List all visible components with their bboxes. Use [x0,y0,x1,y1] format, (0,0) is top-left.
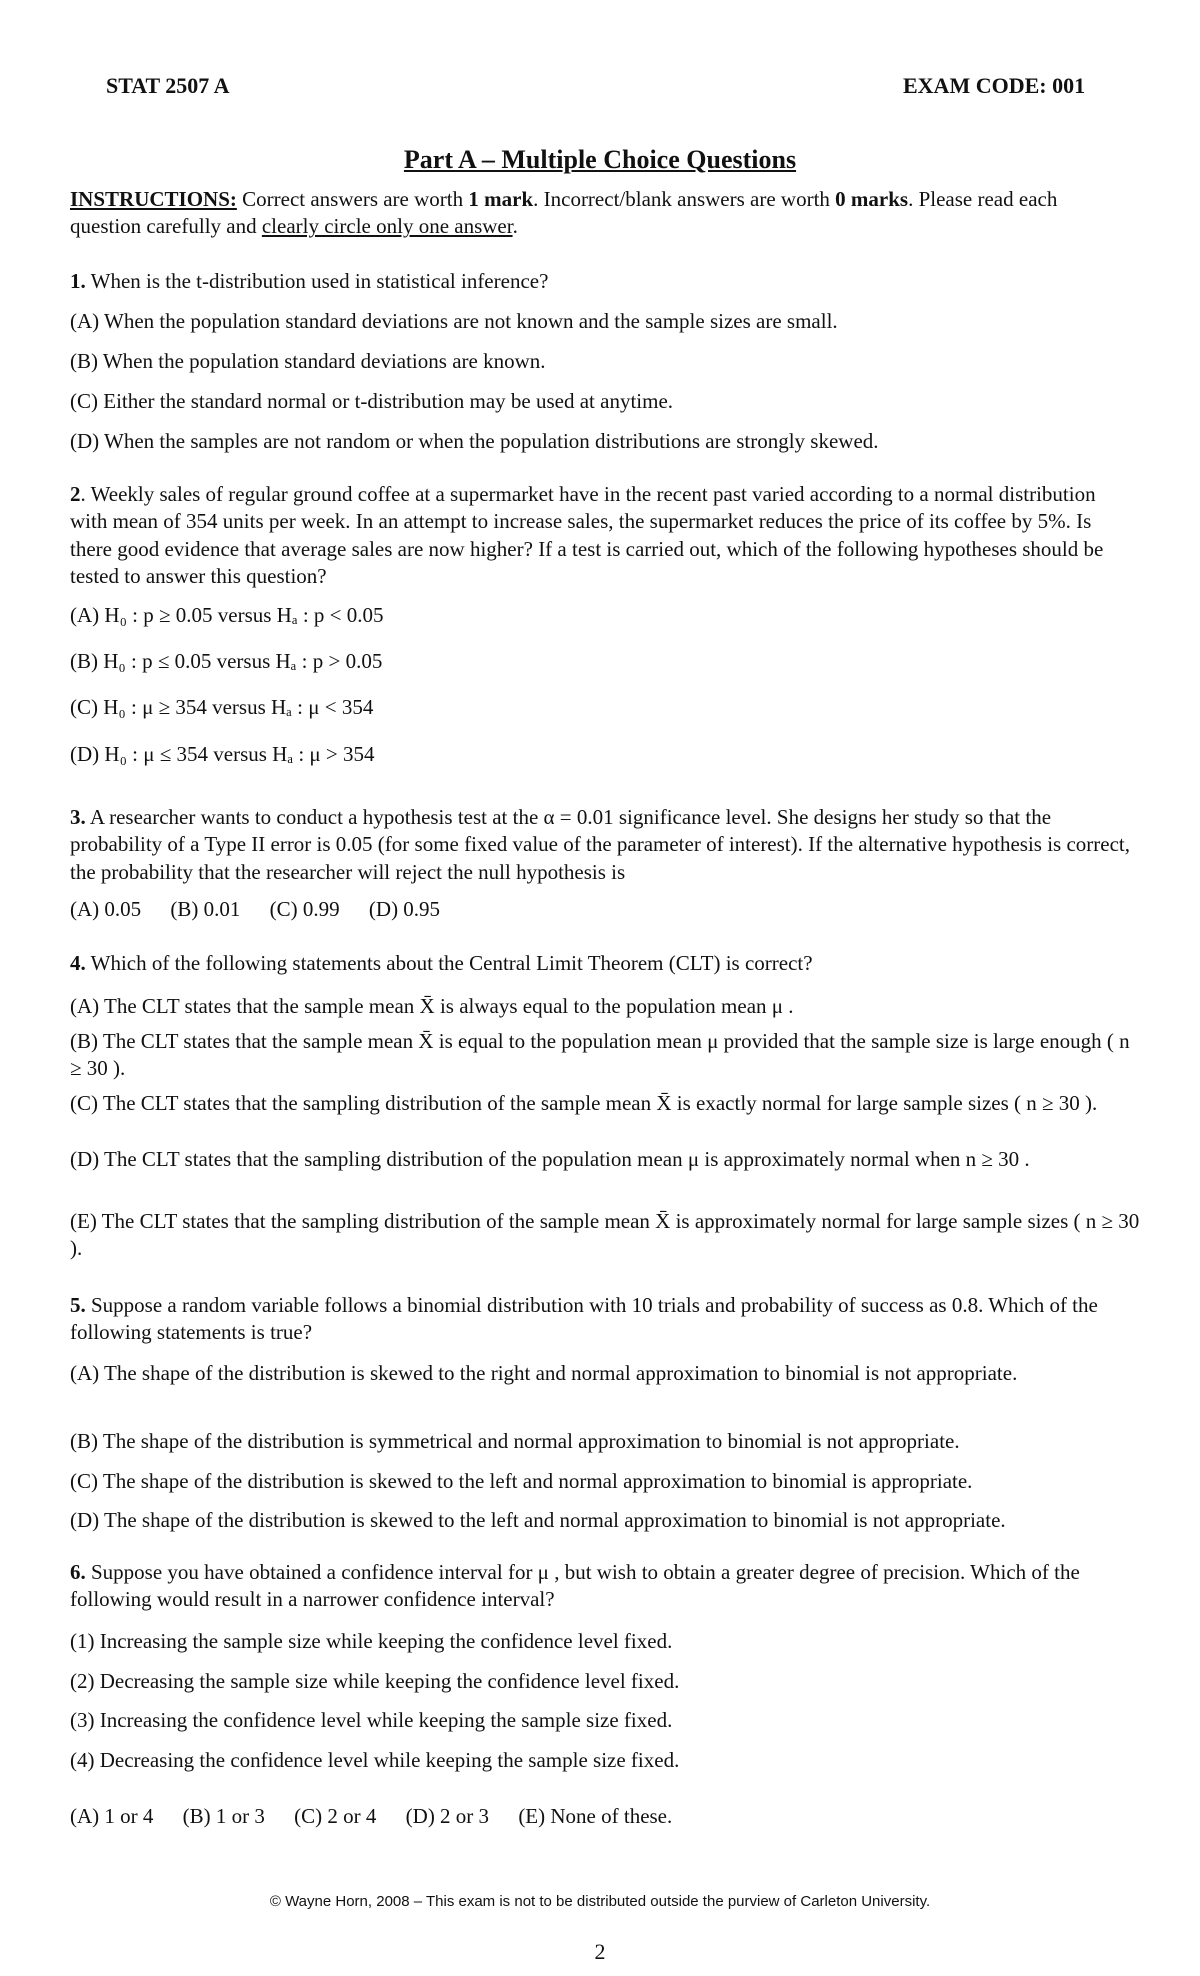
q6-option-e[interactable]: (E) None of these. [518,1804,673,1828]
q2-option-d[interactable]: (D) H₀ : μ ≤ 354 versus Hₐ : μ > 354 [70,742,375,766]
q6-item-4: (4) Decreasing the confidence level while keeping the sample size fixed. [70,1748,680,1772]
q4-option-c[interactable]: (C) The CLT states that the sampling distribution of the sample mean X̄ is exactly normal for large sample sizes ( n ≥ 30 ). [70,1091,1098,1115]
q6-option-c[interactable]: (C) 2 or 4 [294,1804,377,1828]
question-5 [70,1292,1130,1347]
page-number: 2 [594,1939,606,1964]
q3-option-d[interactable]: (D) 0.95 [368,897,441,921]
q5-option-d[interactable]: (D) The shape of the distribution is skewed to the left and normal approximation to binomial is not appropriate. [70,1508,1006,1532]
question-text: When is the t-distribution used in statistical inference? [85,269,549,293]
q3-option-c[interactable]: (C) 0.99 [269,897,340,921]
q3-option-b[interactable]: (B) 0.01 [170,897,241,921]
copyright-footer: © Wayne Horn, 2008 – This exam is not to be distributed outside the purview of Carleton University. [269,1893,931,1910]
exam-code: EXAM CODE: 001 [903,73,1086,98]
q4-option-d[interactable]: (D) The CLT states that the sampling distribution of the population mean μ is approximately normal when n ≥ 30 . [70,1147,1030,1171]
q2-option-a[interactable]: (A) H₀ : p ≥ 0.05 versus Hₐ : p < 0.05 [70,603,384,627]
question-text: Which of the following statements about the Central Limit Theorem (CLT) is correct? [85,951,813,975]
q6-item-3: (3) Increasing the confidence level while keeping the sample size fixed. [70,1708,673,1732]
question-number: 4. [70,951,86,975]
q1-option-b[interactable]: (B) When the population standard deviations are known. [70,349,546,373]
q3-options [70,896,1140,923]
instructions-label: INSTRUCTIONS: [70,187,237,211]
q3-option-a[interactable]: (A) 0.05 [70,897,142,921]
instructions-text: . Please read each question carefully and [70,187,1058,239]
q4-option-e[interactable]: (E) The CLT states that the sampling distribution of the sample mean X̄ is approximately normal for large sample sizes ( n ≥ 30 ). [70,1209,1140,1261]
instructions-bold: 1 mark [468,187,534,211]
q6-option-b[interactable]: (B) 1 or 3 [182,1804,265,1828]
q6-option-a[interactable]: (A) 1 or 4 [70,1804,154,1828]
q5-option-b[interactable]: (B) The shape of the distribution is symmetrical and normal approximation to binomial is not appropriate. [70,1429,960,1453]
question-number: 2 [70,482,81,506]
question-text: . Weekly sales of regular ground coffee at a supermarket have in the recent past varied according to a normal distribution with mean of 354 units per week. In an attempt to increase sales, the supermarket reduces the price of its coffee by 5%. Is there good evidence that average sales are now higher? If a test is carried out, which of the following hypotheses should be tested to answer this question? [70,482,1104,588]
q6-item-1: (1) Increasing the sample size while keeping the confidence level fixed. [70,1629,673,1653]
q1-option-d[interactable]: (D) When the samples are not random or when the population distributions are strongly skewed. [70,429,879,453]
question-2 [70,481,1130,590]
q1-option-a[interactable]: (A) When the population standard deviations are not known and the sample sizes are small. [70,309,838,333]
instructions-text: . [512,214,518,239]
q2-option-c[interactable]: (C) H₀ : μ ≥ 354 versus Hₐ : μ < 354 [70,695,374,719]
q1-option-c[interactable]: (C) Either the standard normal or t-distribution may be used at anytime. [70,389,674,413]
question-6 [70,1559,1130,1614]
instructions [70,186,1130,241]
question-number: 6. [70,1560,86,1584]
q4-option-a[interactable]: (A) The CLT states that the sample mean X̄ is always equal to the population mean μ . [70,994,794,1018]
question-text: Suppose a random variable follows a binomial distribution with 10 trials and probability of success as 0.8. Which of the following statements is true? [70,1293,1098,1345]
instructions-underlined: clearly circle only one answer [261,214,513,239]
q2-option-b[interactable]: (B) H₀ : p ≤ 0.05 versus Hₐ : p > 0.05 [70,649,383,673]
instructions-text: . Incorrect/blank answers are worth [533,187,836,211]
question-number: 5. [70,1293,86,1317]
q4-option-b[interactable]: (B) The CLT states that the sample mean X̄ is equal to the population mean μ provided that the sample size is large enough ( n ≥ 30 ). [70,1029,1130,1081]
question-3 [70,804,1130,886]
page-title: Part A – Multiple Choice Questions [403,145,797,174]
instructions-text: Correct answers are worth [236,187,469,211]
q6-option-d[interactable]: (D) 2 or 3 [405,1804,490,1828]
question-1 [70,268,1130,295]
question-number: 1. [70,269,86,293]
question-text: Suppose you have obtained a confidence interval for μ , but wish to obtain a greater degree of precision. Which of the following would result in a narrower confidence interval? [70,1560,1080,1612]
question-text: A researcher wants to conduct a hypothesis test at the α = 0.01 significance level. She designs her study so that the probability of a Type II error is 0.05 (for some fixed value of the parameter of interest). If the alternative hypothesis is correct, the probability that the researcher will reject the null hypothesis is [70,805,1131,884]
course-code: STAT 2507 A [106,73,230,98]
question-4 [70,950,1130,977]
instructions-bold: 0 marks [835,187,909,211]
question-number: 3. [70,805,86,829]
q5-option-c[interactable]: (C) The shape of the distribution is skewed to the left and normal approximation to binomial is appropriate. [70,1469,973,1493]
q5-option-a[interactable]: (A) The shape of the distribution is skewed to the right and normal approximation to binomial is not appropriate. [70,1361,1018,1385]
q6-options [70,1803,1140,1830]
q6-item-2: (2) Decreasing the sample size while keeping the confidence level fixed. [70,1669,680,1693]
